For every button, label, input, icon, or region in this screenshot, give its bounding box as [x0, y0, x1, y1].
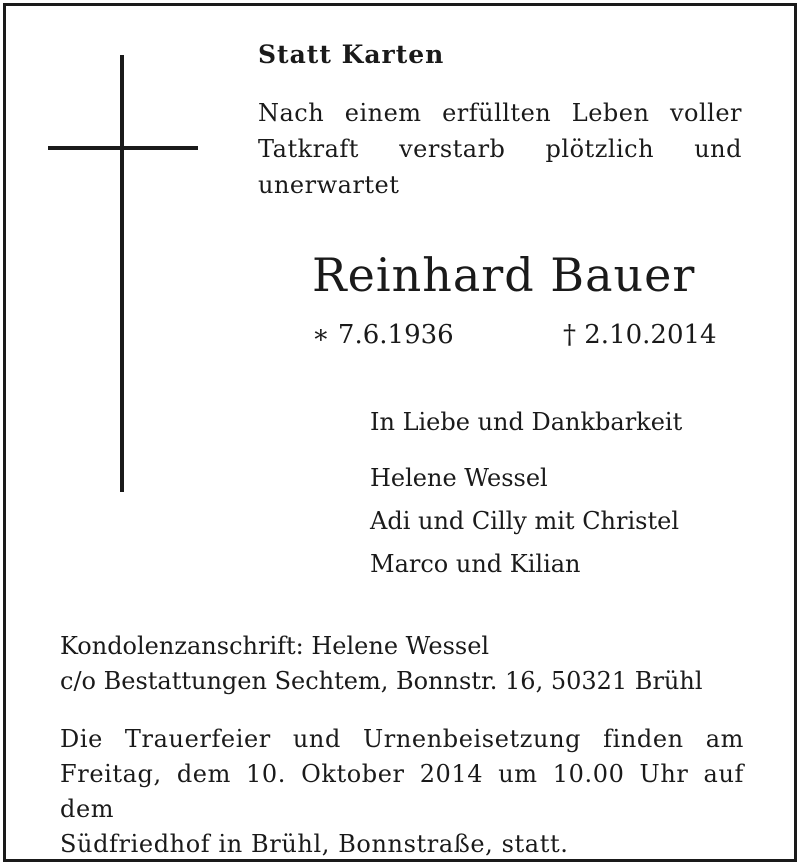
condolence-address-line: c/o Bestattungen Sechtem, Bonnstr. 16, 50321 Brühl — [60, 667, 703, 695]
intro-line: unerwartet — [258, 171, 400, 199]
intro-text — [258, 95, 742, 203]
intro-line: Nach einem erfüllten Leben voller — [258, 99, 742, 127]
deceased-name: Reinhard Bauer — [312, 248, 696, 302]
dedication-text: In Liebe und Dankbarkeit — [370, 408, 683, 436]
mourner-name: Helene Wessel — [370, 464, 548, 492]
notice-heading: Statt Karten — [258, 40, 445, 69]
service-line: Freitag, dem 10. Oktober 2014 um 10.00 Uhr auf dem — [60, 760, 744, 823]
mourner-name: Adi und Cilly mit Christel — [370, 507, 679, 535]
mourner-name: Marco und Kilian — [370, 550, 581, 578]
death-date: † 2.10.2014 — [563, 320, 717, 350]
cross-vertical-bar — [120, 55, 124, 492]
cross-horizontal-bar — [48, 146, 198, 150]
intro-line: Tatkraft verstarb plötzlich und — [258, 135, 742, 163]
service-line: Südfriedhof in Brühl, Bonnstraße, statt. — [60, 830, 569, 858]
condolence-address-line: Kondolenzanschrift: Helene Wessel — [60, 632, 490, 660]
service-announcement — [60, 722, 744, 862]
service-line: Die Trauerfeier und Urnenbeisetzung finden am — [60, 725, 744, 753]
birth-date: ∗ 7.6.1936 — [312, 320, 454, 350]
